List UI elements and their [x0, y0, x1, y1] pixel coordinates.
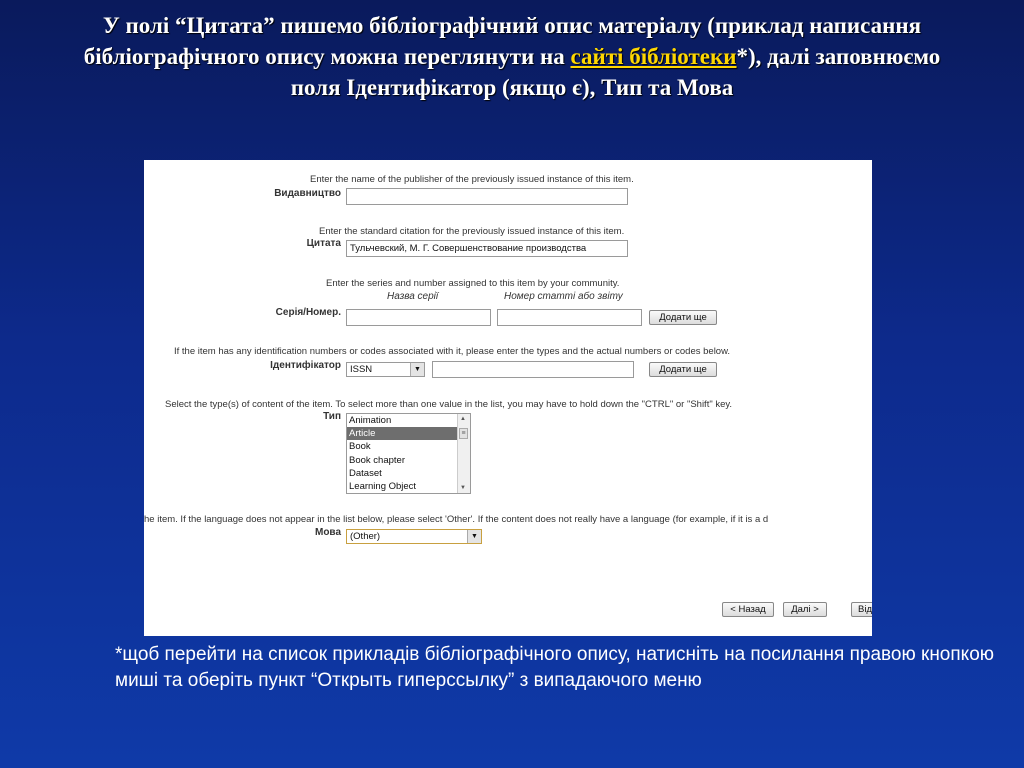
language-label: Мова: [314, 527, 341, 538]
slide-title: [60, 10, 964, 103]
series-add-more-button[interactable]: Додати ще: [649, 310, 717, 325]
continue-button[interactable]: Від: [851, 602, 872, 617]
identifier-hint: If the item has any identification numbers or codes associated with it, please enter the types and the actual numbers or codes below.: [174, 346, 731, 357]
type-option[interactable]: Dataset: [349, 467, 382, 479]
citation-hint: Enter the standard citation for the previously issued instance of this item.: [319, 226, 625, 237]
series-number-sublabel: Номер статті або звіту: [504, 291, 623, 302]
type-option[interactable]: Animation: [349, 415, 392, 426]
identifier-type-value: ISSN: [350, 364, 373, 375]
type-hint: Select the type(s) of content of the item. To select more than one value in the list, you may have to hold down the "CTRL" or "Shift" key.: [165, 399, 733, 410]
language-select[interactable]: [346, 529, 482, 544]
slide-title-text-1: У полі “Цитата” пишемо бібліографічний опис матеріалу (приклад написання бібліографічного опису можна переглянути на: [83, 13, 922, 69]
type-listbox-scrollbar[interactable]: [457, 414, 470, 493]
series-name-sublabel: Назва серії: [387, 291, 439, 302]
identifier-label: Ідентифікатор: [270, 360, 341, 371]
footnote: *щоб перейти на список прикладів бібліографічного опису, натисніть на посилання правою кнопкою миші та оберіть пункт “Открыть гиперссылку” з випадаючого меню: [115, 644, 995, 691]
identifier-type-select[interactable]: [346, 362, 425, 377]
type-option[interactable]: Learning Object: [349, 480, 417, 492]
citation-input[interactable]: Тульчевский, М. Г. Совершенствование производства: [346, 240, 628, 257]
series-number-input[interactable]: [497, 309, 642, 326]
chevron-down-icon[interactable]: ▼: [467, 530, 481, 543]
series-name-input[interactable]: [346, 309, 491, 326]
language-value: (Other): [350, 531, 381, 542]
type-option[interactable]: Book: [349, 441, 371, 453]
library-site-link[interactable]: сайті бібліотеки: [570, 44, 737, 69]
type-option[interactable]: Book chapter: [349, 454, 405, 466]
identifier-value-input[interactable]: [432, 361, 634, 378]
scroll-up-icon[interactable]: ▲: [460, 416, 466, 422]
chevron-down-icon[interactable]: ▼: [410, 363, 424, 376]
type-label: Тип: [323, 411, 341, 422]
citation-label: Цитата: [306, 238, 341, 249]
publisher-label: Видавництво: [274, 188, 341, 199]
identifier-add-more-button[interactable]: Додати ще: [649, 362, 717, 377]
publisher-hint: Enter the name of the publisher of the previously issued instance of this item.: [310, 174, 634, 185]
slide-title-text-2: *), далі заповнюємо поля Ідентифікатор (якщо є), Тип та Мова: [290, 44, 941, 100]
publisher-input[interactable]: [346, 188, 628, 205]
series-label: Серія/Номер.: [275, 307, 341, 318]
back-button[interactable]: < Назад: [722, 602, 774, 617]
scroll-thumb[interactable]: ≡: [459, 428, 468, 439]
form-screenshot: [144, 160, 872, 636]
type-listbox[interactable]: [346, 413, 471, 494]
series-hint: Enter the series and number assigned to this item by your community.: [326, 278, 620, 289]
next-button[interactable]: Далі >: [783, 602, 827, 617]
language-hint: he item. If the language does not appear in the list below, please select 'Other'. If the content does not really have a language (for example, if it is a d: [144, 514, 769, 525]
scroll-down-icon[interactable]: ▼: [460, 485, 466, 491]
type-option-selected[interactable]: Article: [347, 427, 459, 440]
